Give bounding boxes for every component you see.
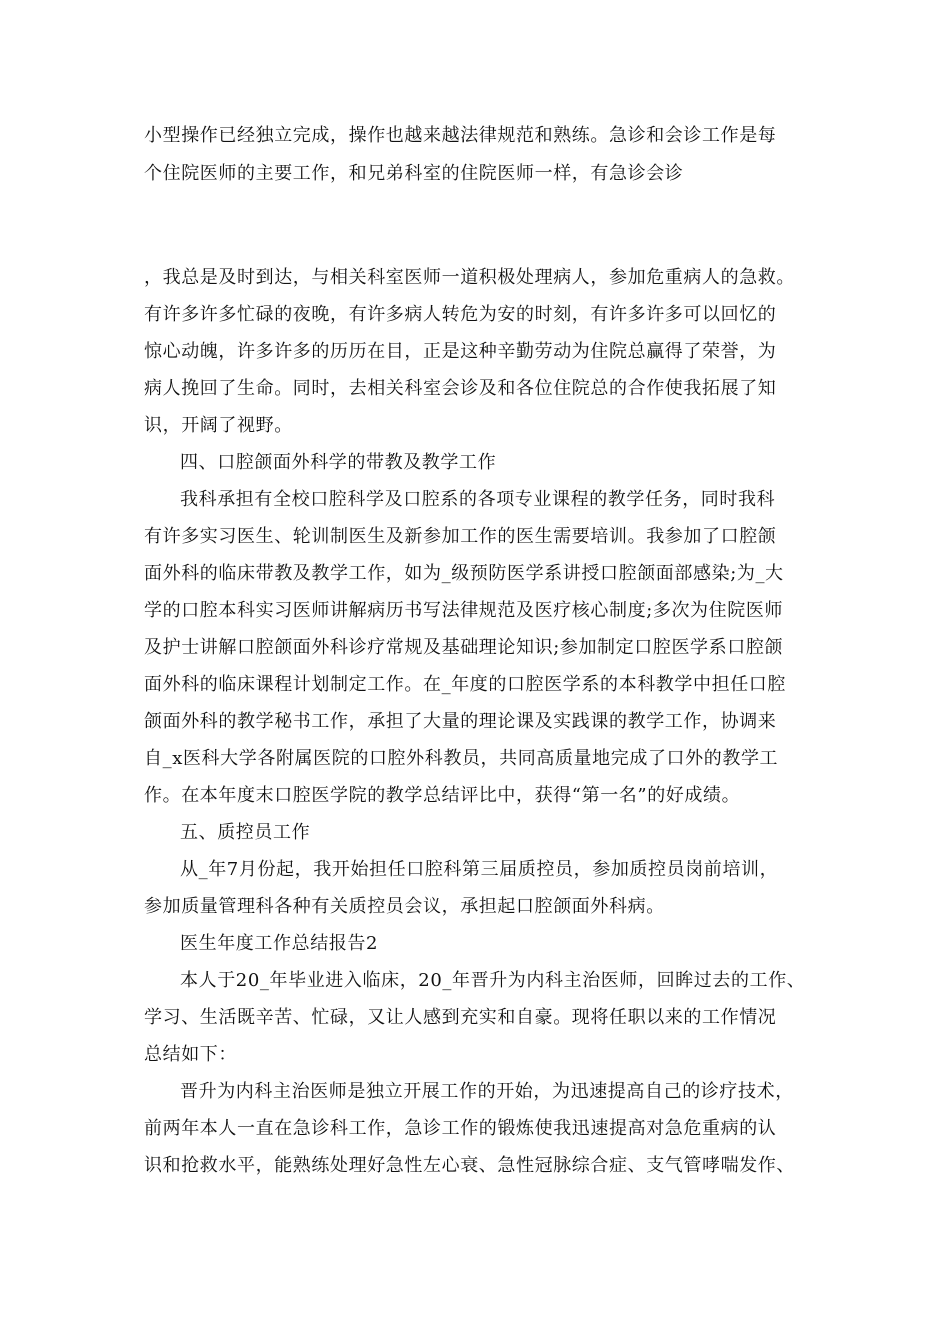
text-line: 颌面外科的教学秘书工作，承担了大量的理论课及实践课的教学工作，协调来	[144, 711, 777, 732]
text-line: 惊心动魄，许多许多的历历在目，正是这种辛勤劳动为住院总赢得了荣誉，为	[144, 341, 777, 362]
text-line: 有许多实习医生、轮训制医生及新参加工作的医生需要培训。我参加了口腔颌	[144, 526, 777, 547]
text-line: ，我总是及时到达，与相关科室医师一道积极处理病人，参加危重病人的急救。	[144, 267, 795, 288]
text-line: 识，开阔了视野。	[144, 415, 293, 436]
text-line: 晋升为内科主治医师是独立开展工作的开始，为迅速提高自己的诊疗技术，	[180, 1081, 794, 1102]
text-line: 个住院医师的主要工作，和兄弟科室的住院医师一样，有急诊会诊	[144, 163, 684, 184]
text-line: 有许多许多忙碌的夜晚，有许多病人转危为安的时刻，有许多许多可以回忆的	[144, 304, 777, 325]
text-line: 参加质量管理科各种有关质控员会议，承担起口腔颌面外科病。	[144, 896, 665, 917]
text-line: 作。在本年度末口腔医学院的教学总结评比中，获得“第一名”的好成绩。	[144, 785, 741, 806]
text-line: 病人挽回了生命。同时，去相关科室会诊及和各位住院总的合作使我拓展了知	[144, 378, 777, 399]
text-line: 我科承担有全校口腔科学及口腔系的各项专业课程的教学任务，同时我科	[180, 489, 776, 510]
text-line: 前两年本人一直在急诊科工作，急诊工作的锻炼使我迅速提高对急危重病的认	[144, 1118, 777, 1139]
text-line: 总结如下：	[144, 1044, 237, 1065]
text-line: 自_x医科大学各附属医院的口腔外科教员，共同高质量地完成了口外的教学工	[144, 748, 779, 769]
report-title: 医生年度工作总结报告2	[180, 933, 379, 954]
section-heading: 五、质控员工作	[180, 822, 311, 843]
text-line: 学的口腔本科实习医师讲解病历书写法律规范及医疗核心制度;多次为住院医师	[144, 600, 784, 621]
text-line: 面外科的临床带教及教学工作，如为_级预防医学系讲授口腔颌面部感染;为_大	[144, 563, 784, 584]
text-line: 识和抢救水平，能熟练处理好急性左心衰、急性冠脉综合症、支气管哮喘发作、	[144, 1155, 795, 1176]
text-line: 从_年7月份起，我开始担任口腔科第三届质控员，参加质控员岗前培训，	[180, 859, 779, 880]
text-line: 本人于20_年毕业进入临床，20_年晋升为内科主治医师，回眸过去的工作、	[180, 970, 806, 991]
text-line: 学习、生活既辛苦、忙碌，又让人感到充实和自豪。现将任职以来的工作情况	[144, 1007, 777, 1028]
text-line: 小型操作已经独立完成，操作也越来越法律规范和熟练。急诊和会诊工作是每	[144, 125, 777, 146]
text-line: 及护士讲解口腔颌面外科诊疗常规及基础理论知识;参加制定口腔医学系口腔颌	[144, 637, 784, 658]
text-line: 面外科的临床课程计划制定工作。在_年度的口腔医学系的本科教学中担任口腔	[144, 674, 786, 695]
section-heading: 四、口腔颌面外科学的带教及教学工作	[180, 452, 497, 473]
